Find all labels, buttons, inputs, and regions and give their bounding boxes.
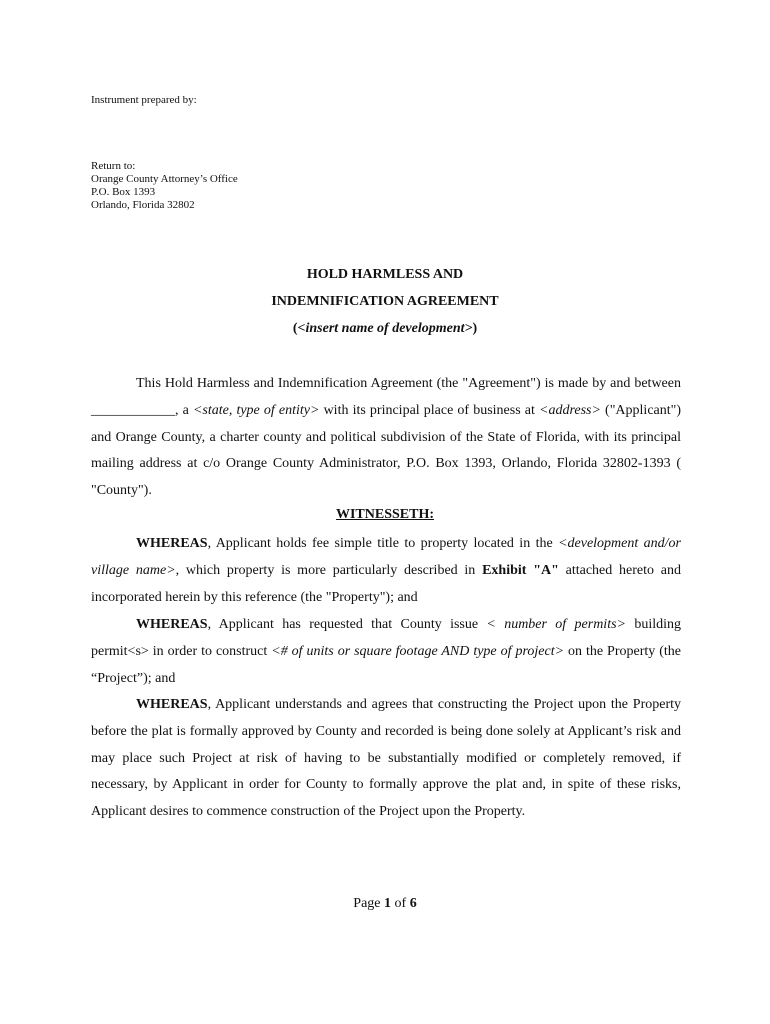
whereas-text: in order to construct — [148, 643, 272, 659]
whereas-paragraph-2 — [91, 612, 681, 692]
whereas-keyword: WHEREAS — [136, 697, 208, 712]
return-line: P.O. Box 1393 — [91, 186, 156, 198]
intro-paragraph — [91, 371, 681, 505]
intro-text: ("Applicant") and Orange County, a charter county and political subdivision of the State of Florida, with its principal mailing address at c/o Orange County Administrator, P.O. Box 1393, Orlando, Florida 32802-1393 ( "County"). — [91, 402, 682, 499]
title-line-1: HOLD HARMLESS AND — [306, 267, 464, 282]
development-name-placeholder — [0, 321, 770, 337]
whereas-text: , Applicant has requested that County issue — [207, 617, 487, 632]
permits-placeholder: < number of permits> — [486, 617, 626, 632]
whereas-text: on the Property (the “Project”); and — [91, 643, 681, 686]
development-name-text: <insert name of development> — [297, 321, 473, 336]
prepared-by: Instrument prepared by: — [91, 94, 197, 106]
title-line-2: INDEMNIFICATION AGREEMENT — [271, 294, 499, 309]
return-line: Orlando, Florida 32802 — [91, 199, 195, 211]
intro-text: This Hold Harmless and Indemnification Agreement (the "Agreement") is made by and between ____________, a — [91, 376, 681, 418]
entity-placeholder: <state, type of entity> — [192, 402, 320, 418]
whereas-text: attached hereto and incorporated herein by this reference (the "Property"); and — [91, 562, 681, 605]
witnesseth-heading: WITNESSETH: — [335, 507, 435, 522]
page-number — [0, 896, 770, 912]
page-label: Page — [353, 896, 385, 911]
of-label: of — [391, 896, 410, 911]
current-page: 1 — [384, 896, 392, 911]
project-placeholder: <# of units or square footage AND type of project> — [271, 643, 565, 659]
whereas-keyword: WHEREAS — [136, 536, 208, 551]
whereas-text: building permit — [91, 617, 681, 659]
whereas-text: , which property is more particularly described in — [175, 562, 483, 578]
address-placeholder: <address> — [539, 402, 601, 418]
paren-close: ) — [472, 321, 478, 336]
return-line: Orange County Attorney’s Office — [91, 173, 238, 185]
whereas-keyword: WHEREAS — [136, 617, 208, 632]
return-address — [91, 160, 238, 212]
intro-text: with its principal place of business at — [319, 402, 539, 418]
whereas-text: , Applicant understands and agrees that constructing the Project upon the Property before the plat is formally approved by County and recorded is being done solely at Applicant’s risk and may place such Project at risk of having to be substantially modified or completely removed, if necessary, by Applicant in order for County to formally approve the plat and, in spite of these risks, Applicant desires to commence construction of the Project upon the Property. — [91, 697, 681, 820]
development-placeholder: <development and/or village name> — [91, 536, 681, 578]
paren-open: ( — [292, 321, 298, 336]
whereas-text: , Applicant holds fee simple title to property located in the — [207, 536, 559, 551]
return-line: Return to: — [91, 160, 136, 172]
whereas-paragraph-3 — [91, 692, 681, 826]
total-pages: 6 — [409, 896, 417, 911]
whereas-paragraph-1 — [91, 531, 681, 611]
exhibit-reference: Exhibit "A" — [482, 562, 559, 578]
plural-placeholder: <s> — [127, 643, 149, 659]
